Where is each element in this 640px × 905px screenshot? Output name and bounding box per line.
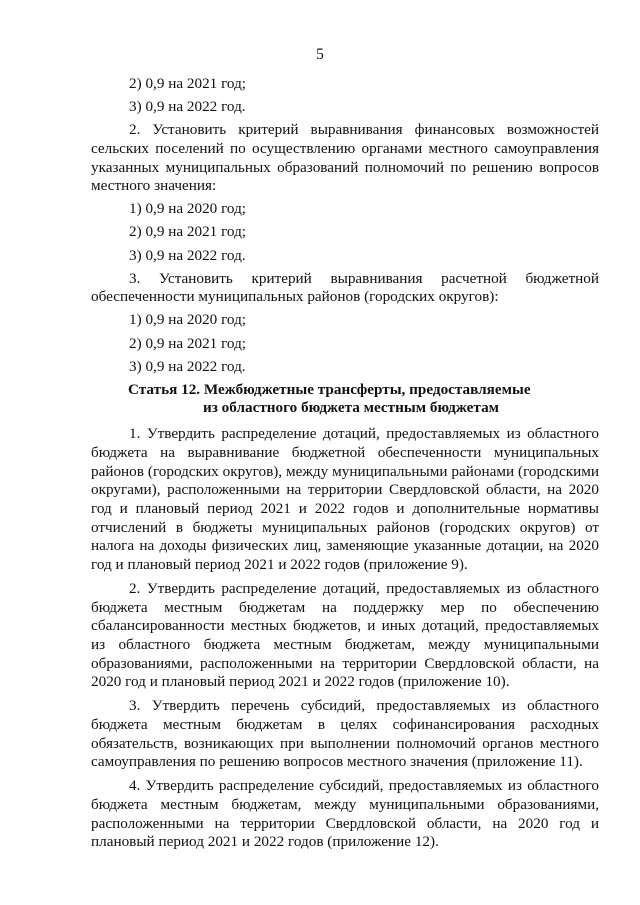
paragraph: 2. Утвердить распределение дотаций, предоставляемых из областного бюджета местным бюджетам на поддержку мер по обеспечению сбалансированности местных бюджетов, и иных дотаций, предоставляемых из областного бюджета местным бюджетам, между муниципальными образованиями, расположенными на территории Свердловской области, на 2020 год и плановый период 2021 и 2022 годов (приложение 10). xyxy=(91,579,599,691)
paragraph: 3. Утвердить перечень субсидий, предоставляемых из областного бюджета местным бюджетам в целях софинансирования расходных обязательств, возникающих при выполнении полномочий органов местного самоуправления по решению вопросов местного значения (приложение 11). xyxy=(91,697,599,771)
paragraph: 1. Утвердить распределение дотаций, предоставляемых из областного бюджета на выравнивание бюджетной обеспеченности муниципальных районов (городских округов), между муниципальными районами (городскими округами), расположенными на территории Свердловской области, на 2020 год и плановый период 2021 и 2022 годов и дополнительные нормативы отчислений в бюджеты муниципальных районов (городских округов) от налога на доходы физических лиц, заменяющие указанные дотации, на 2020 год и плановый период 2021 и 2022 годов (приложение 9). xyxy=(91,425,599,574)
article-heading-line: из областного бюджета местным бюджетам xyxy=(203,399,500,417)
list-item: 1) 0,9 на 2020 год; xyxy=(129,311,247,329)
paragraph: 2. Установить критерий выравнивания финансовых возможностей сельских поселений по осуществлению органами местного самоуправления указанных муниципальных образований полномочий по решению вопросов местного значения: xyxy=(91,121,599,195)
list-item: 3) 0,9 на 2022 год. xyxy=(129,98,246,116)
list-item: 2) 0,9 на 2021 год; xyxy=(129,334,247,352)
list-item: 3) 0,9 на 2022 год. xyxy=(129,246,246,264)
paragraph: 3. Установить критерий выравнивания расчетной бюджетной обеспеченности муниципальных районов (городских округов): xyxy=(91,269,599,306)
list-item: 2) 0,9 на 2021 год; xyxy=(129,75,247,92)
page-number: 5 xyxy=(316,46,324,63)
list-item: 2) 0,9 на 2021 год; xyxy=(129,223,247,241)
document-body xyxy=(91,75,599,857)
article-heading-line: Статья 12. Межбюджетные трансферты, предоставляемые xyxy=(128,380,531,398)
list-item: 3) 0,9 на 2022 год. xyxy=(129,357,246,375)
article-heading xyxy=(91,381,599,418)
paragraph: 4. Утвердить распределение субсидий, предоставляемых из областного бюджета местным бюджетам, между муниципальными образованиями, расположенными на территории Свердловской области, на 2020 год и плановый период 2021 и 2022 годов (приложение 12). xyxy=(91,777,599,851)
list-item: 1) 0,9 на 2020 год; xyxy=(129,200,247,218)
